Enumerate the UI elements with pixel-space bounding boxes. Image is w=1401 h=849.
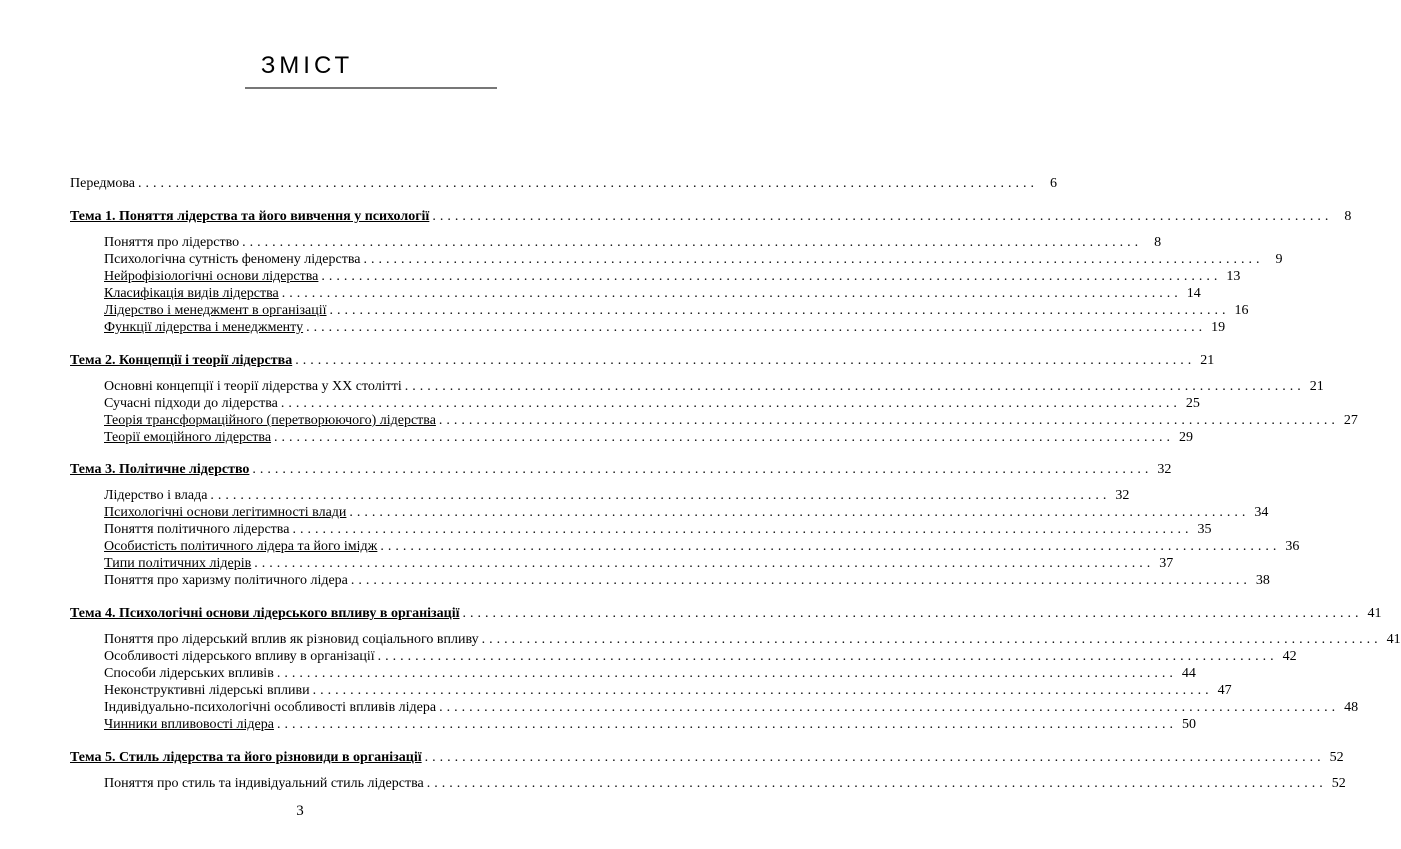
toc-entry-page: 50 [1181, 717, 1196, 732]
toc-entry-title: Поняття про лідерський вплив як різновид соціального впливу [104, 632, 479, 647]
toc-entry-title: Класифікація видів лідерства [104, 286, 279, 301]
toc-entry[interactable] [104, 395, 1200, 412]
toc-entry-title: Поняття про лідерство [104, 235, 240, 250]
dot-leader: ........................................................................................................................ [404, 379, 1305, 394]
toc-entry-page: 8 [1344, 209, 1352, 224]
dot-leader: ........................................................................................................................ [281, 286, 1182, 301]
toc-entry[interactable] [104, 378, 1324, 395]
toc-entry-title: Неконструктивні лідерські впливи [104, 683, 310, 698]
toc-entry-page: 27 [1343, 413, 1358, 428]
toc-entry-page: 21 [1200, 353, 1215, 368]
toc-entry-page: 21 [1309, 379, 1324, 394]
dot-leader: ........................................................................................................................ [363, 252, 1264, 267]
toc-entry-page: 6 [1049, 176, 1057, 191]
dot-leader: ........................................................................................................................ [424, 750, 1325, 765]
toc-entry[interactable] [104, 775, 1346, 792]
toc-entry-title: Теорії емоційного лідерства [104, 430, 272, 445]
page-number: 3 [296, 803, 304, 819]
dot-leader: ........................................................................................................................ [252, 462, 1153, 477]
toc-entry-page: 29 [1179, 430, 1194, 445]
toc-entry-title: Тема 2. Концепції і теорії лідерства [70, 353, 293, 368]
dot-leader: ........................................................................................................................ [377, 649, 1278, 664]
toc-entry[interactable] [104, 631, 1401, 648]
toc-entry[interactable] [104, 538, 1300, 555]
dot-leader: ........................................................................................................................ [426, 776, 1327, 791]
dot-leader: ........................................................................................................................ [242, 235, 1143, 250]
toc-entry[interactable] [104, 699, 1359, 716]
toc-entry-page: 47 [1217, 683, 1232, 698]
toc-entry-title: Лідерство і менеджмент в організації [104, 303, 327, 318]
toc-entry-title: Способи лідерських впливів [104, 666, 274, 681]
dot-leader: ........................................................................................................................ [292, 522, 1193, 537]
dot-leader: ........................................................................................................................ [276, 717, 1177, 732]
toc-entry-title: Тема 4. Психологічні основи лідерського впливу в організації [70, 606, 460, 621]
toc-chapter-entry[interactable] [70, 749, 1344, 766]
toc-entry[interactable] [104, 268, 1241, 285]
dot-leader: ........................................................................................................................ [329, 303, 1230, 318]
toc-entry-page: 52 [1329, 750, 1344, 765]
toc-entry[interactable] [104, 251, 1283, 268]
toc-entry-page: 41 [1386, 632, 1401, 647]
toc-entry-title: Поняття про харизму політичного лідера [104, 573, 348, 588]
toc-entry[interactable] [104, 521, 1212, 538]
toc-entry[interactable] [104, 487, 1130, 504]
toc-entry-title: Основні концепції і теорії лідерства у ХХ столітті [104, 379, 402, 394]
toc-entry-page: 19 [1211, 320, 1226, 335]
toc-entry-title: Нейрофізіологічні основи лідерства [104, 269, 319, 284]
dot-leader: ........................................................................................................................ [210, 488, 1111, 503]
dot-leader: ........................................................................................................................ [274, 430, 1175, 445]
toc-entry-title: Теорія трансформаційного (перетворюючого) лідерства [104, 413, 436, 428]
toc-chapter-entry[interactable] [70, 461, 1172, 478]
toc-entry-title: Тема 5. Стиль лідерства та його різновиди в організації [70, 750, 422, 765]
toc-entry-page: 37 [1159, 556, 1174, 571]
toc-entry-title: Передмова [70, 176, 135, 191]
toc-entry[interactable] [70, 175, 1057, 192]
toc-entry-title: Лідерство і влада [104, 488, 208, 503]
toc-entry-page: 13 [1226, 269, 1241, 284]
dot-leader: ........................................................................................................................ [321, 269, 1222, 284]
dot-leader: ........................................................................................................................ [312, 683, 1213, 698]
toc-entry-page: 32 [1157, 462, 1172, 477]
toc-entry-page: 25 [1185, 396, 1200, 411]
toc-entry-title: Поняття про стиль та індивідуальний стиль лідерства [104, 776, 424, 791]
toc-entry-page: 32 [1115, 488, 1130, 503]
toc-entry[interactable] [104, 429, 1194, 446]
toc-entry-title: Тема 1. Поняття лідерства та його вивчення у психології [70, 209, 430, 224]
toc-entry[interactable] [104, 319, 1226, 336]
dot-leader: ........................................................................................................................ [380, 539, 1281, 554]
toc-entry[interactable] [104, 555, 1174, 572]
toc-entry-title: Функції лідерства і менеджменту [104, 320, 304, 335]
dot-leader: ........................................................................................................................ [432, 209, 1333, 224]
toc-entry-page: 38 [1255, 573, 1270, 588]
toc-chapter-entry[interactable] [70, 352, 1215, 369]
toc-entry-page: 48 [1344, 700, 1359, 715]
toc-entry-page: 36 [1285, 539, 1300, 554]
dot-leader: ........................................................................................................................ [439, 700, 1340, 715]
toc-entry[interactable] [104, 665, 1196, 682]
toc-entry[interactable] [104, 716, 1196, 733]
toc-entry-page: 8 [1154, 235, 1162, 250]
toc-entry-page: 41 [1367, 606, 1382, 621]
toc-entry-page: 52 [1331, 776, 1346, 791]
toc-entry-title: Психологічна сутність феномену лідерства [104, 252, 361, 267]
toc-entry-title: Індивідуально-психологічні особливості впливів лідера [104, 700, 437, 715]
toc-entry-page: 35 [1197, 522, 1212, 537]
toc-entry-title: Сучасні підходи до лідерства [104, 396, 278, 411]
toc-entry[interactable] [104, 302, 1249, 319]
toc-entry-title: Чинники впливовості лідера [104, 717, 274, 732]
toc-entry-title: Особливості лідерського впливу в організації [104, 649, 375, 664]
toc-entry-page: 44 [1181, 666, 1196, 681]
toc-entry[interactable] [104, 648, 1297, 665]
dot-leader: ........................................................................................................................ [481, 632, 1382, 647]
toc-entry-page: 16 [1234, 303, 1249, 318]
toc-entry[interactable] [104, 682, 1232, 699]
dot-leader: ........................................................................................................................ [137, 176, 1038, 191]
toc-entry-page: 9 [1275, 252, 1283, 267]
toc-entry-page: 42 [1282, 649, 1297, 664]
toc-entry[interactable] [104, 572, 1270, 589]
toc-entry-title: Типи політичних лідерів [104, 556, 252, 571]
toc-entry[interactable] [104, 234, 1162, 251]
toc-entry[interactable] [104, 285, 1201, 302]
dot-leader: ........................................................................................................................ [276, 666, 1177, 681]
toc-entry-title: Поняття політичного лідерства [104, 522, 290, 537]
toc-entry-page: 34 [1254, 505, 1269, 520]
dot-leader: ........................................................................................................................ [462, 606, 1363, 621]
page-title: ЗМІСТ [260, 52, 354, 79]
toc-entry[interactable] [104, 504, 1269, 521]
toc-entry-title: Психологічні основи легітимності влади [104, 505, 347, 520]
dot-leader: ........................................................................................................................ [350, 573, 1251, 588]
toc-chapter-entry[interactable] [70, 605, 1382, 622]
dot-leader: ........................................................................................................................ [349, 505, 1250, 520]
toc-entry-title: Особистість політичного лідера та його імідж [104, 539, 378, 554]
dot-leader: ........................................................................................................................ [280, 396, 1181, 411]
toc-chapter-entry[interactable] [70, 208, 1352, 225]
toc-entry-title: Тема 3. Політичне лідерство [70, 462, 250, 477]
title-underline [245, 87, 497, 89]
dot-leader: ........................................................................................................................ [295, 353, 1196, 368]
toc-entry-page: 14 [1186, 286, 1201, 301]
toc-entry[interactable] [104, 412, 1358, 429]
dot-leader: ........................................................................................................................ [438, 413, 1339, 428]
dot-leader: ........................................................................................................................ [306, 320, 1207, 335]
dot-leader: ........................................................................................................................ [254, 556, 1155, 571]
